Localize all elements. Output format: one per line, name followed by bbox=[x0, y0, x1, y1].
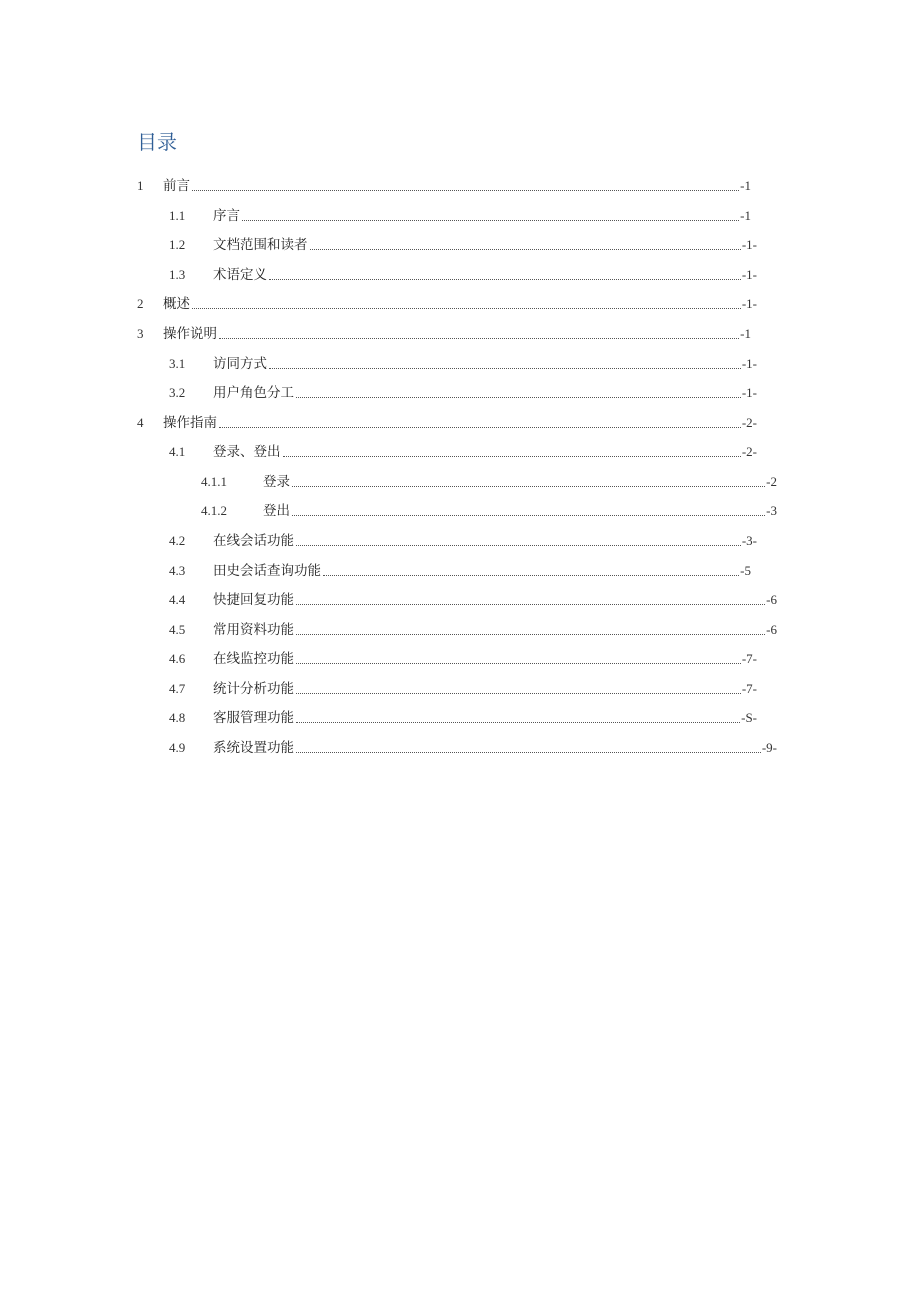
dot-leader bbox=[296, 751, 761, 753]
dot-leader bbox=[283, 455, 741, 457]
toc-entry-page: -1- bbox=[741, 296, 757, 311]
toc-entry-label: 操作指南 bbox=[163, 415, 217, 431]
toc-entry-label: 常用资料功能 bbox=[213, 622, 294, 638]
toc-entry-label: 前言 bbox=[163, 178, 190, 194]
toc-entry-1-2[interactable] bbox=[169, 233, 757, 255]
toc-entry-page: -2- bbox=[741, 415, 757, 430]
toc-entry-number: 4.8 bbox=[169, 710, 186, 725]
toc-entry-page: -7- bbox=[741, 681, 757, 696]
dot-leader bbox=[192, 189, 739, 191]
toc-entry-number: 4.3 bbox=[169, 563, 186, 578]
toc-entry-number: 4.4 bbox=[169, 592, 186, 607]
toc-entry-number: 4.5 bbox=[169, 622, 186, 637]
toc-title: 目录 bbox=[137, 130, 177, 154]
toc-entry-page: -5 bbox=[740, 563, 751, 578]
dot-leader bbox=[296, 396, 741, 398]
dot-leader bbox=[292, 514, 765, 516]
dot-leader bbox=[269, 367, 741, 369]
toc-entry-page: -1- bbox=[741, 237, 757, 252]
toc-entry-4-6[interactable] bbox=[169, 647, 757, 669]
toc-entry-label: 田史会话查询功能 bbox=[213, 563, 321, 579]
toc-entry-label: 文档范围和读者 bbox=[213, 237, 308, 253]
toc-entry-number: 1.3 bbox=[169, 267, 186, 282]
toc-entry-label: 术语定义 bbox=[213, 267, 267, 283]
dot-leader bbox=[219, 426, 741, 428]
toc-entry-label: 统计分析功能 bbox=[213, 681, 294, 697]
toc-entry-page: -6 bbox=[766, 592, 777, 607]
toc-entry-2[interactable] bbox=[137, 292, 757, 314]
toc-entry-page: -1- bbox=[741, 356, 757, 371]
toc-entry-number: 2 bbox=[137, 296, 144, 311]
toc-entry-label: 登出 bbox=[263, 503, 290, 519]
toc-entry-4-4[interactable] bbox=[169, 588, 777, 610]
toc-entry-number: 1.2 bbox=[169, 237, 186, 252]
toc-entry-4[interactable] bbox=[137, 411, 757, 433]
dot-leader bbox=[310, 248, 741, 250]
toc-entry-number: 1.1 bbox=[169, 208, 186, 223]
toc-entry-label: 登录 bbox=[263, 474, 290, 490]
toc-entry-1[interactable] bbox=[137, 174, 751, 196]
toc-entry-4-1[interactable] bbox=[169, 440, 757, 462]
dot-leader bbox=[323, 574, 739, 576]
toc-entry-page: -9- bbox=[761, 740, 777, 755]
toc-entry-4-5[interactable] bbox=[169, 618, 777, 640]
toc-entry-number: 4.6 bbox=[169, 651, 186, 666]
toc-entry-number: 4.1 bbox=[169, 444, 186, 459]
dot-leader bbox=[292, 485, 765, 487]
toc-entry-number: 4.9 bbox=[169, 740, 186, 755]
toc-entry-4-9[interactable] bbox=[169, 736, 777, 758]
toc-entry-page: -1- bbox=[741, 385, 757, 400]
dot-leader bbox=[269, 278, 741, 280]
toc-entry-label: 快捷回复功能 bbox=[213, 592, 294, 608]
toc-entry-number: 3 bbox=[137, 326, 144, 341]
toc-entry-1-3[interactable] bbox=[169, 263, 757, 285]
dot-leader bbox=[296, 692, 741, 694]
toc-entry-4-3[interactable] bbox=[169, 559, 751, 581]
toc-entry-label: 在线监控功能 bbox=[213, 651, 294, 667]
toc-entry-4-7[interactable] bbox=[169, 677, 757, 699]
dot-leader bbox=[192, 307, 741, 309]
dot-leader bbox=[242, 219, 739, 221]
dot-leader bbox=[296, 721, 740, 723]
dot-leader bbox=[296, 633, 765, 635]
toc-entry-number: 4.2 bbox=[169, 533, 186, 548]
toc-entry-number: 4.7 bbox=[169, 681, 186, 696]
toc-entry-page: -1 bbox=[740, 178, 751, 193]
toc-entry-label: 客服管理功能 bbox=[213, 710, 294, 726]
toc-entry-page: -2- bbox=[741, 444, 757, 459]
toc-entry-page: -S- bbox=[741, 710, 757, 725]
dot-leader bbox=[296, 544, 741, 546]
toc-entry-1-1[interactable] bbox=[169, 204, 751, 226]
toc-entry-number: 3.2 bbox=[169, 385, 186, 400]
dot-leader bbox=[219, 337, 739, 339]
toc-entry-number: 3.1 bbox=[169, 356, 186, 371]
toc-entry-page: -1 bbox=[740, 326, 751, 341]
toc-entry-label: 序言 bbox=[213, 208, 240, 224]
toc-entry-page: -3 bbox=[766, 503, 777, 518]
toc-entry-4-8[interactable] bbox=[169, 706, 757, 728]
toc-entry-4-1-2[interactable] bbox=[201, 499, 777, 521]
toc-entry-label: 系统设置功能 bbox=[213, 740, 294, 756]
toc-entry-3-1[interactable] bbox=[169, 352, 757, 374]
toc-entry-label: 操作说明 bbox=[163, 326, 217, 342]
toc-entry-3-2[interactable] bbox=[169, 381, 757, 403]
toc-entry-number: 4.1.1 bbox=[201, 474, 227, 489]
toc-entry-label: 登录、登出 bbox=[213, 444, 281, 460]
toc-entry-page: -1 bbox=[740, 208, 751, 223]
toc-entry-page: -6 bbox=[766, 622, 777, 637]
dot-leader bbox=[296, 603, 765, 605]
toc-entry-4-2[interactable] bbox=[169, 529, 757, 551]
toc-entry-number: 4.1.2 bbox=[201, 503, 227, 518]
toc-entry-label: 概述 bbox=[163, 296, 190, 312]
toc-entry-page: -7- bbox=[741, 651, 757, 666]
toc-entry-number: 1 bbox=[137, 178, 144, 193]
toc-entry-page: -2 bbox=[766, 474, 777, 489]
toc-entry-3[interactable] bbox=[137, 322, 751, 344]
toc-entry-page: -3- bbox=[741, 533, 757, 548]
dot-leader bbox=[296, 662, 741, 664]
toc-entry-4-1-1[interactable] bbox=[201, 470, 777, 492]
toc-entry-page: -1- bbox=[741, 267, 757, 282]
toc-entry-label: 访同方式 bbox=[213, 356, 267, 372]
toc-entry-number: 4 bbox=[137, 415, 144, 430]
toc-entry-label: 在线会话功能 bbox=[213, 533, 294, 549]
toc-entry-label: 用户角色分工 bbox=[213, 385, 294, 401]
